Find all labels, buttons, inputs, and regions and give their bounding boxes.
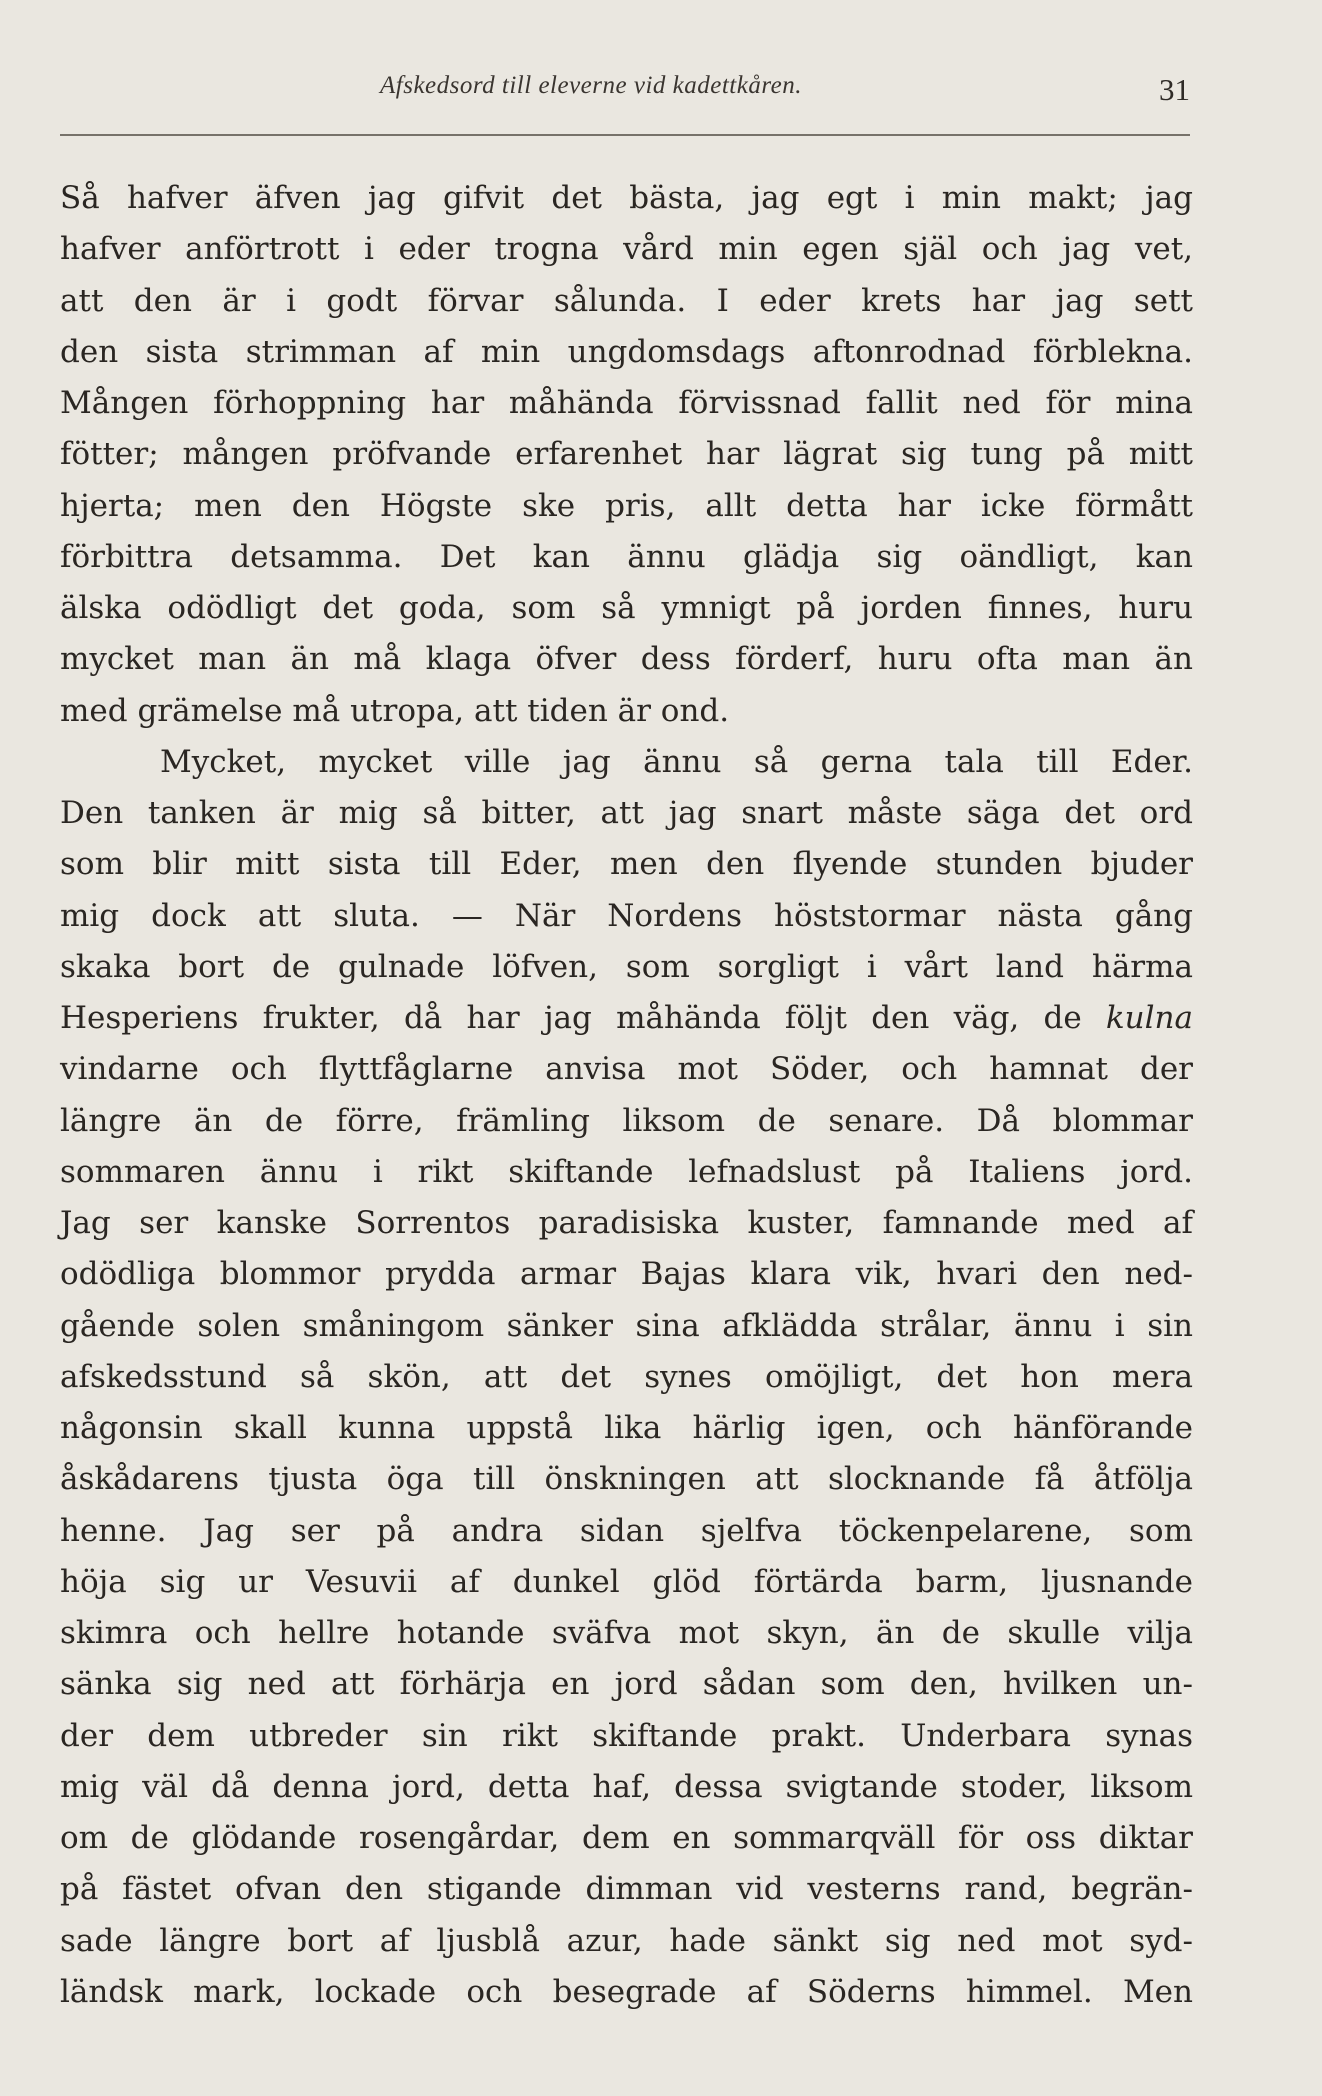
text-line: sänka sig ned att förhärja en jord sådan som den, hvilken un- bbox=[60, 1666, 1193, 1703]
text-line: sommaren ännu i rikt skiftande lefnadslust på Italiens jord. bbox=[60, 1153, 1193, 1190]
text-line: den sista strimman af min ungdomsdags aftonrodnad förblekna. bbox=[60, 333, 1193, 370]
text-line: skimra och hellre hotande sväfva mot skyn, än de skulle vilja bbox=[60, 1615, 1193, 1651]
body-text bbox=[60, 173, 1193, 2018]
text-line: höja sig ur Vesuvii af dunkel glöd förtärda barm, ljusnande bbox=[60, 1563, 1193, 1600]
text-line: att den är i godt förvar sålunda. I eder krets har jag sett bbox=[60, 282, 1193, 319]
text-line: Mången förhoppning har måhända förvissnad fallit ned för mina bbox=[60, 385, 1193, 421]
text-segment: Hesperiens frukter, då har jag måhända följt den väg, de bbox=[60, 1000, 1082, 1036]
text-line: om de glödande rosengårdar, dem en sommarqväll för oss diktar bbox=[60, 1820, 1193, 1856]
text-line: åskådarens tjusta öga till önskningen att slocknande få åtfölja bbox=[60, 1461, 1193, 1498]
text-line: henne. Jag ser på andra sidan sjelfva töckenpelarene, som bbox=[60, 1512, 1193, 1549]
running-title: Afskedsord till eleverne vid kadettkåren. bbox=[380, 72, 802, 99]
text-line: mig väl då denna jord, detta haf, dessa svigtande stoder, liksom bbox=[60, 1768, 1193, 1805]
text-line: sade längre bort af ljusblå azur, hade sänkt sig ned mot syd- bbox=[60, 1922, 1193, 1959]
text-line: Den tanken är mig så bitter, att jag snart måste säga det ord bbox=[60, 795, 1193, 831]
text-line: odödliga blommor prydda armar Bajas klara vik, hvari den ned- bbox=[60, 1256, 1193, 1293]
page-number: 31 bbox=[1159, 72, 1190, 107]
paragraph-end-line: med grämelse må utropa, att tiden är ond. bbox=[60, 692, 730, 729]
running-head bbox=[60, 70, 1190, 120]
text-line: ländsk mark, lockade och besegrade af Söderns himmel. Men bbox=[60, 1973, 1193, 2010]
text-line: mycket man än må klaga öfver dess förderf, huru ofta man än bbox=[60, 641, 1193, 678]
text-line: der dem utbreder sin rikt skiftande prakt. Underbara synas bbox=[60, 1717, 1193, 1754]
header-rule bbox=[60, 134, 1190, 136]
text-line: gående solen småningom sänker sina afklädda strålar, ännu i sin bbox=[60, 1307, 1193, 1344]
emphasized-word: kulna bbox=[1105, 1000, 1193, 1036]
text-line: hafver anförtrott i eder trogna vård min egen själ och jag vet, bbox=[60, 231, 1193, 268]
text-line: någonsin skall kunna uppstå lika härlig igen, och hänförande bbox=[60, 1410, 1193, 1446]
text-line: förbittra detsamma. Det kan ännu glädja sig oändligt, kan bbox=[60, 538, 1193, 575]
text-line: fötter; mången pröfvande erfarenhet har lägrat sig tung på mitt bbox=[60, 436, 1193, 473]
text-line: mig dock att sluta. — När Nordens höststormar nästa gång bbox=[60, 897, 1193, 934]
text-line: afskedsstund så skön, att det synes omöjligt, det hon mera bbox=[60, 1358, 1193, 1395]
text-line: som blir mitt sista till Eder, men den flyende stunden bjuder bbox=[60, 846, 1193, 883]
paragraph-start-line: Mycket, mycket ville jag ännu så gerna tala till Eder. bbox=[160, 743, 1193, 780]
text-line: på fästet ofvan den stigande dimman vid vesterns rand, begrän- bbox=[60, 1871, 1193, 1908]
text-line: Så hafver äfven jag gifvit det bästa, jag egt i min makt; jag bbox=[60, 180, 1193, 216]
text-line: hjerta; men den Högste ske pris, allt detta har icke förmått bbox=[60, 487, 1193, 524]
text-line: längre än de förre, främling liksom de senare. Då blommar bbox=[60, 1102, 1193, 1139]
text-line: älska odödligt det goda, som så ymnigt på jorden finnes, huru bbox=[60, 590, 1193, 626]
text-line: skaka bort de gulnade löfven, som sorgligt i vårt land härma bbox=[60, 948, 1193, 985]
text-line: vindarne och flyttfåglarne anvisa mot Söder, och hamnat der bbox=[60, 1051, 1193, 1088]
text-line: Jag ser kanske Sorrentos paradisiska kuster, famnande med af bbox=[60, 1205, 1193, 1241]
text-line-with-emphasis bbox=[60, 993, 1193, 1044]
